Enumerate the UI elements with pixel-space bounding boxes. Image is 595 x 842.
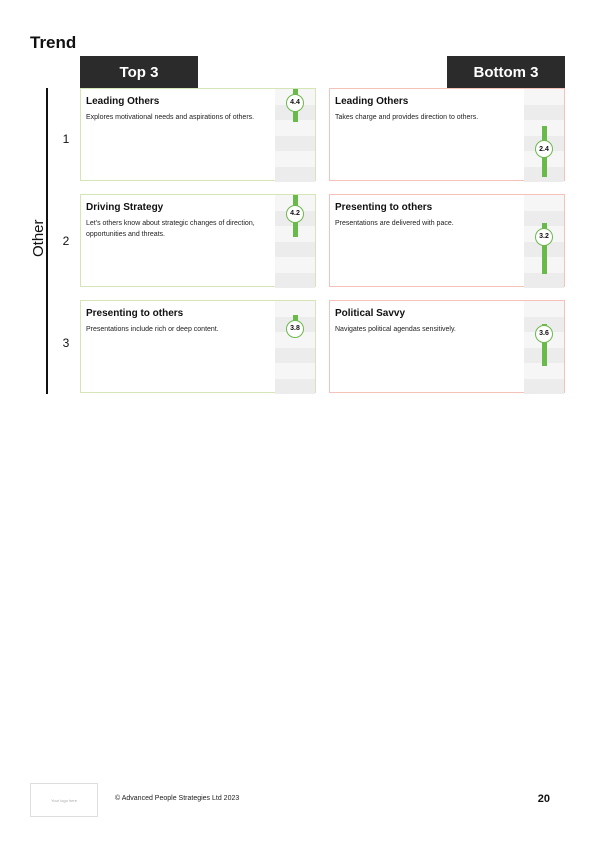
- card-title: Leading Others: [86, 96, 160, 107]
- card-title: Presenting to others: [335, 202, 433, 213]
- card-title: Presenting to others: [86, 308, 184, 319]
- top-card: [80, 194, 316, 287]
- score-marker: 4.4: [286, 94, 304, 112]
- scale-band: [275, 363, 315, 379]
- page-number: 20: [537, 793, 550, 805]
- score-marker: 4.2: [286, 205, 304, 223]
- score-marker: 3.6: [535, 325, 553, 343]
- bottom-3-header: Bottom 3: [447, 56, 565, 89]
- scale-band: [275, 167, 315, 183]
- card-description: Explores motivational needs and aspirations of others.: [86, 114, 255, 121]
- card-description: Presentations are delivered with pace.: [335, 220, 454, 227]
- scale-band: [275, 151, 315, 167]
- scale-band: [275, 136, 315, 152]
- score-scale: [275, 89, 315, 180]
- top-card: [80, 88, 316, 181]
- scale-band: [275, 120, 315, 136]
- card-title: Driving Strategy: [86, 202, 164, 213]
- card-description: Let's others know about strategic changes of direction, opportunities and threats.: [86, 220, 255, 238]
- top-card: [80, 300, 316, 393]
- page-title: Trend: [30, 33, 77, 52]
- score-marker: 3.2: [535, 228, 553, 246]
- score-marker: 3.8: [286, 320, 304, 338]
- top-3-header: Top 3: [80, 56, 198, 89]
- rank-label: 1: [62, 132, 70, 146]
- score-marker: 2.4: [535, 140, 553, 158]
- scale-band: [524, 89, 564, 105]
- score-scale: [524, 195, 564, 286]
- bottom-card: [329, 88, 565, 181]
- scale-band: [275, 379, 315, 395]
- score-scale: [275, 301, 315, 392]
- rank-label: 3: [62, 336, 70, 350]
- card-description: Takes charge and provides direction to others.: [335, 114, 479, 121]
- card-title: Political Savvy: [335, 308, 406, 319]
- score-scale: [524, 89, 564, 180]
- copyright-text: © Advanced People Strategies Ltd 2023: [115, 795, 240, 802]
- scale-band: [275, 257, 315, 273]
- bottom-card: [329, 300, 565, 393]
- card-description: Navigates political agendas sensitively.: [335, 326, 456, 333]
- card-title: Leading Others: [335, 96, 409, 107]
- score-scale: [275, 195, 315, 286]
- scale-band: [524, 379, 564, 395]
- scale-band: [275, 242, 315, 258]
- side-category-label: Other: [30, 219, 47, 257]
- score-scale: [524, 301, 564, 392]
- scale-band: [275, 273, 315, 289]
- scale-band: [524, 273, 564, 289]
- card-description: Presentations include rich or deep content.: [86, 326, 219, 333]
- logo-placeholder: Your logo here: [30, 783, 98, 817]
- bottom-card: [329, 194, 565, 287]
- scale-band: [524, 301, 564, 317]
- rank-label: 2: [62, 234, 70, 248]
- scale-band: [524, 195, 564, 211]
- scale-band: [275, 348, 315, 364]
- scale-band: [524, 105, 564, 121]
